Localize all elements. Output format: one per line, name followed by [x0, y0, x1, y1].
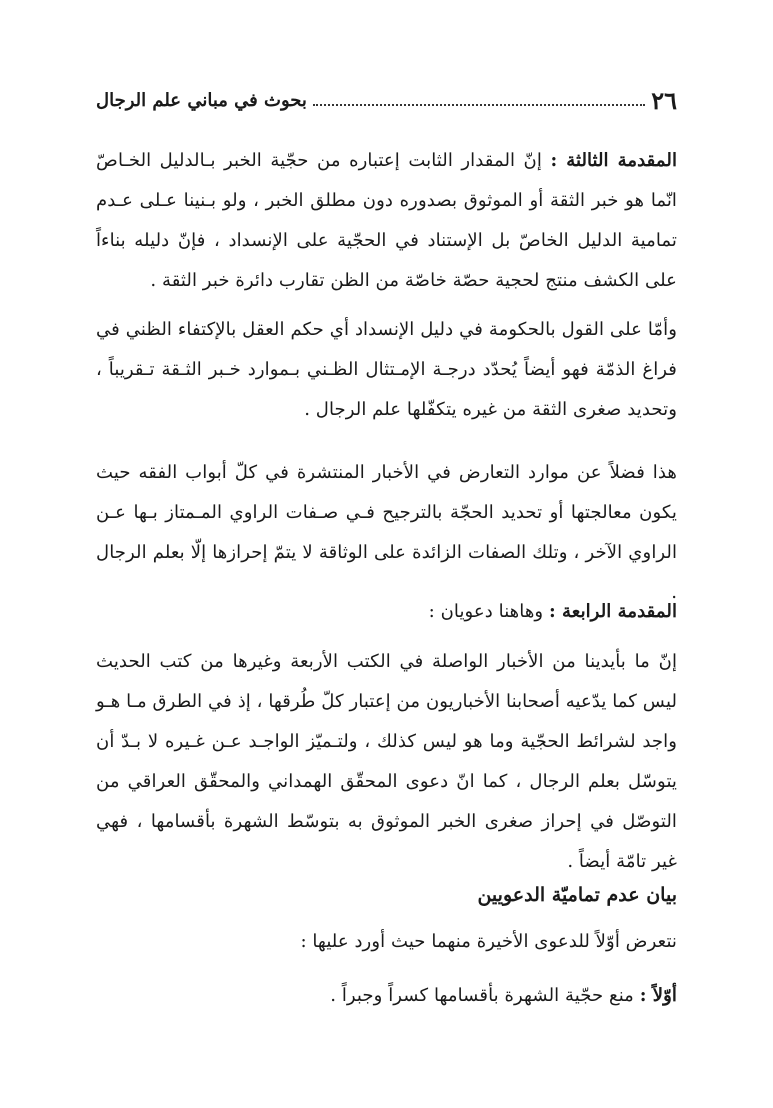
paragraph-third-premise — [96, 141, 677, 301]
paragraph-label: أوّلاً : — [639, 985, 677, 1006]
paragraph-four-books — [96, 642, 677, 882]
paragraph-firstly — [96, 976, 677, 1016]
paragraph-text: منع حجّية الشهرة بأقسامها كسراً وجبراً . — [330, 985, 634, 1006]
paragraph-label: المقدمة الرابعة : — [549, 601, 677, 622]
paragraph-text: هذا فضلاً عن موارد التعارض في الأخبار المنتشرة في كلّ أبواب الفقه حيث يكون معالجتها أو تحديد الحجّة بالترجيح فـي صـفات الراوي المـمتاز بـها عـن الراوي الآخر ، وتلك الصفات الزائدة على الوثاقة لا يتمّ إحرازها إلّا بعلم الرجال . — [96, 462, 677, 603]
section-subheading: بيان عدم تماميّة الدعويين — [477, 884, 677, 906]
page-number: ٢٦ — [651, 85, 677, 115]
running-title: بحوث في مباني علم الرجال — [96, 89, 307, 111]
paragraph-text: إنّ ما بأيدينا من الأخبار الواصلة في الكتب الأربعة وغيرها من كتب الحديث ليس كما يدّعيه أصحابنا الأخباريون من إعتبار كلّ طُرقها ، إذ في الطرق مـا هـو واجد لشرائط الحجّية وما هو ليس كذلك ، ولتـميّز الواجـد عـن غـيره لا بـدّ أن يتوسّل بعلم الرجال ، كما انّ دعوى المحقّق الهمداني والمحقّق العراقي من التوصّل في إحراز صغرى الخبر الموثوق به بتوسّط الشهرة بأقسامها ، فهي غير تامّة أيضاً . — [96, 651, 677, 872]
paragraph-text: وأمّا على القول بالحكومة في دليل الإنسداد أي حكم العقل بالإكتفاء الظني في فراغ الذمّة فهو أيضاً يُحدّد درجـة الإمـتثال الظـني بـموارد خـبر الثـقة تـقريباً ، وتحديد صغرى الثقة من غيره يتكفّلها علم الرجال . — [96, 319, 677, 420]
paragraph-first-objection — [96, 922, 677, 962]
leader-dots — [313, 104, 645, 106]
paragraph-governance — [96, 310, 677, 430]
paragraph-contradiction — [96, 453, 677, 613]
paragraph-text: نتعرض أوّلاً للدعوى الأخيرة منهما حيث أورد عليها : — [300, 931, 677, 952]
paragraph-text: وهاهنا دعويان : — [428, 601, 544, 622]
paragraph-fourth-premise — [96, 592, 677, 632]
page-header — [96, 80, 677, 120]
paragraph-label: المقدمة الثالثة : — [550, 150, 677, 171]
paragraph-text: إنّ المقدار الثابت إعتباره من حجّية الخبر بـالدليل الخـاصّ انّما هو خبر الثقة أو الموثوق بصدوره دون مطلق الخبر ، ولو بـنينا عـلى عـدم تمامية الدليل الخاصّ بل الإستناد في الحجّية على الإنسداد ، فإنّ دليله بناءاً على الكشف منتج لحجية حصّة خاصّة من الظن تقارب دائرة خبر الثقة . — [96, 150, 677, 291]
